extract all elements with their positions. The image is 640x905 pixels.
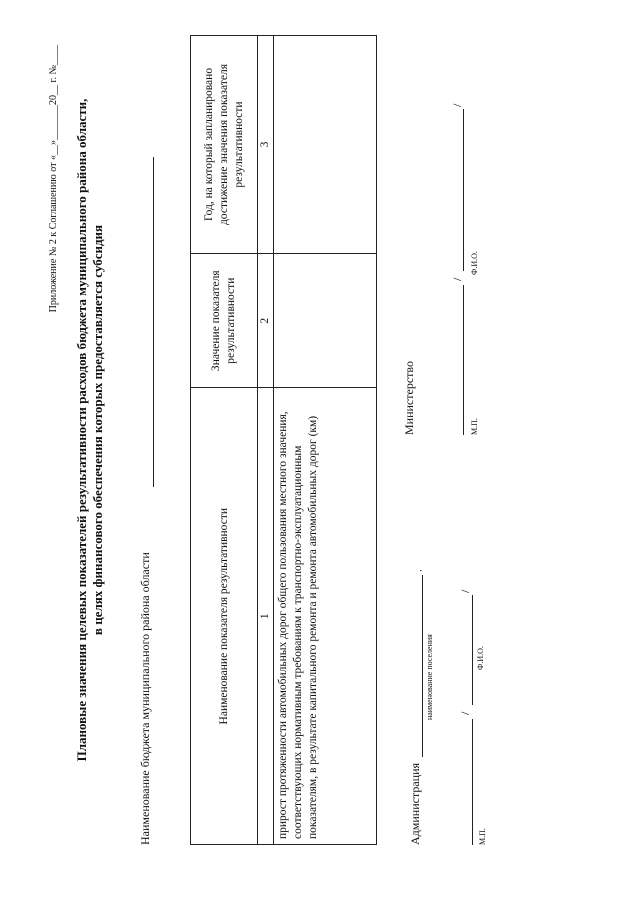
budget-name-blank: [153, 157, 154, 487]
table-row: [274, 36, 377, 845]
column-number-3: 3: [258, 36, 274, 254]
column-number-row: [258, 36, 274, 845]
settlement-name-caption: наименование поселения: [425, 634, 434, 720]
admin-fio-caption: Ф.И.О.: [476, 646, 485, 670]
administration-label: Администрация: [408, 762, 422, 845]
ministry-stamp-place: М.П.: [470, 418, 479, 435]
table-header-row: [191, 36, 258, 845]
ministry-signature-blank: [463, 285, 464, 435]
ministry-fio-caption: Ф.И.О.: [470, 251, 479, 275]
column-header-indicator: Наименование показателя результативности: [191, 388, 258, 845]
admin-slash-1: /: [458, 711, 472, 715]
admin-fio-blank: [472, 595, 473, 705]
indicator-value-cell: [274, 253, 377, 388]
ministry-fio-blank: [463, 109, 464, 271]
admin-signature-blank: [472, 719, 473, 845]
settlement-name-blank: [422, 575, 423, 757]
title-line-2: в целях финансового обеспечения которых предоставляется субсидия: [90, 224, 105, 636]
indicator-year-cell: [274, 36, 377, 254]
column-number-1: 1: [258, 388, 274, 845]
column-header-year: Год, на который запланировано достижение значения показателя результативности: [191, 36, 258, 254]
document-title: [74, 15, 106, 845]
ministry-slash-1: /: [450, 277, 464, 281]
indicators-table: [190, 35, 377, 845]
budget-name-label: Наименование бюджета муниципального района области: [138, 552, 152, 845]
title-line-1: Плановые значения целевых показателей результативности расходов бюджета муниципального района области,: [74, 98, 89, 762]
admin-stamp-place: М.П.: [478, 828, 487, 845]
ministry-label: Министерство: [402, 361, 416, 435]
column-number-2: 2: [258, 253, 274, 388]
admin-slash-2: /: [458, 589, 472, 593]
ministry-slash-2: /: [450, 103, 464, 107]
closing-quote-mark: ‚: [414, 569, 423, 572]
appendix-reference: Приложение № 2 к Соглашению от «__»_______20__ г. №____: [48, 45, 59, 313]
column-header-value: Значение показателя результативности: [191, 253, 258, 388]
indicator-name-cell: прирост протяженности автомобильных дорог общего пользования местного значения, соответствующих нормативным требованиям к транспортно-эксплуатационным показателям, в результате капитального ремонта и ремонта автомобильных дорог (км): [274, 388, 377, 845]
